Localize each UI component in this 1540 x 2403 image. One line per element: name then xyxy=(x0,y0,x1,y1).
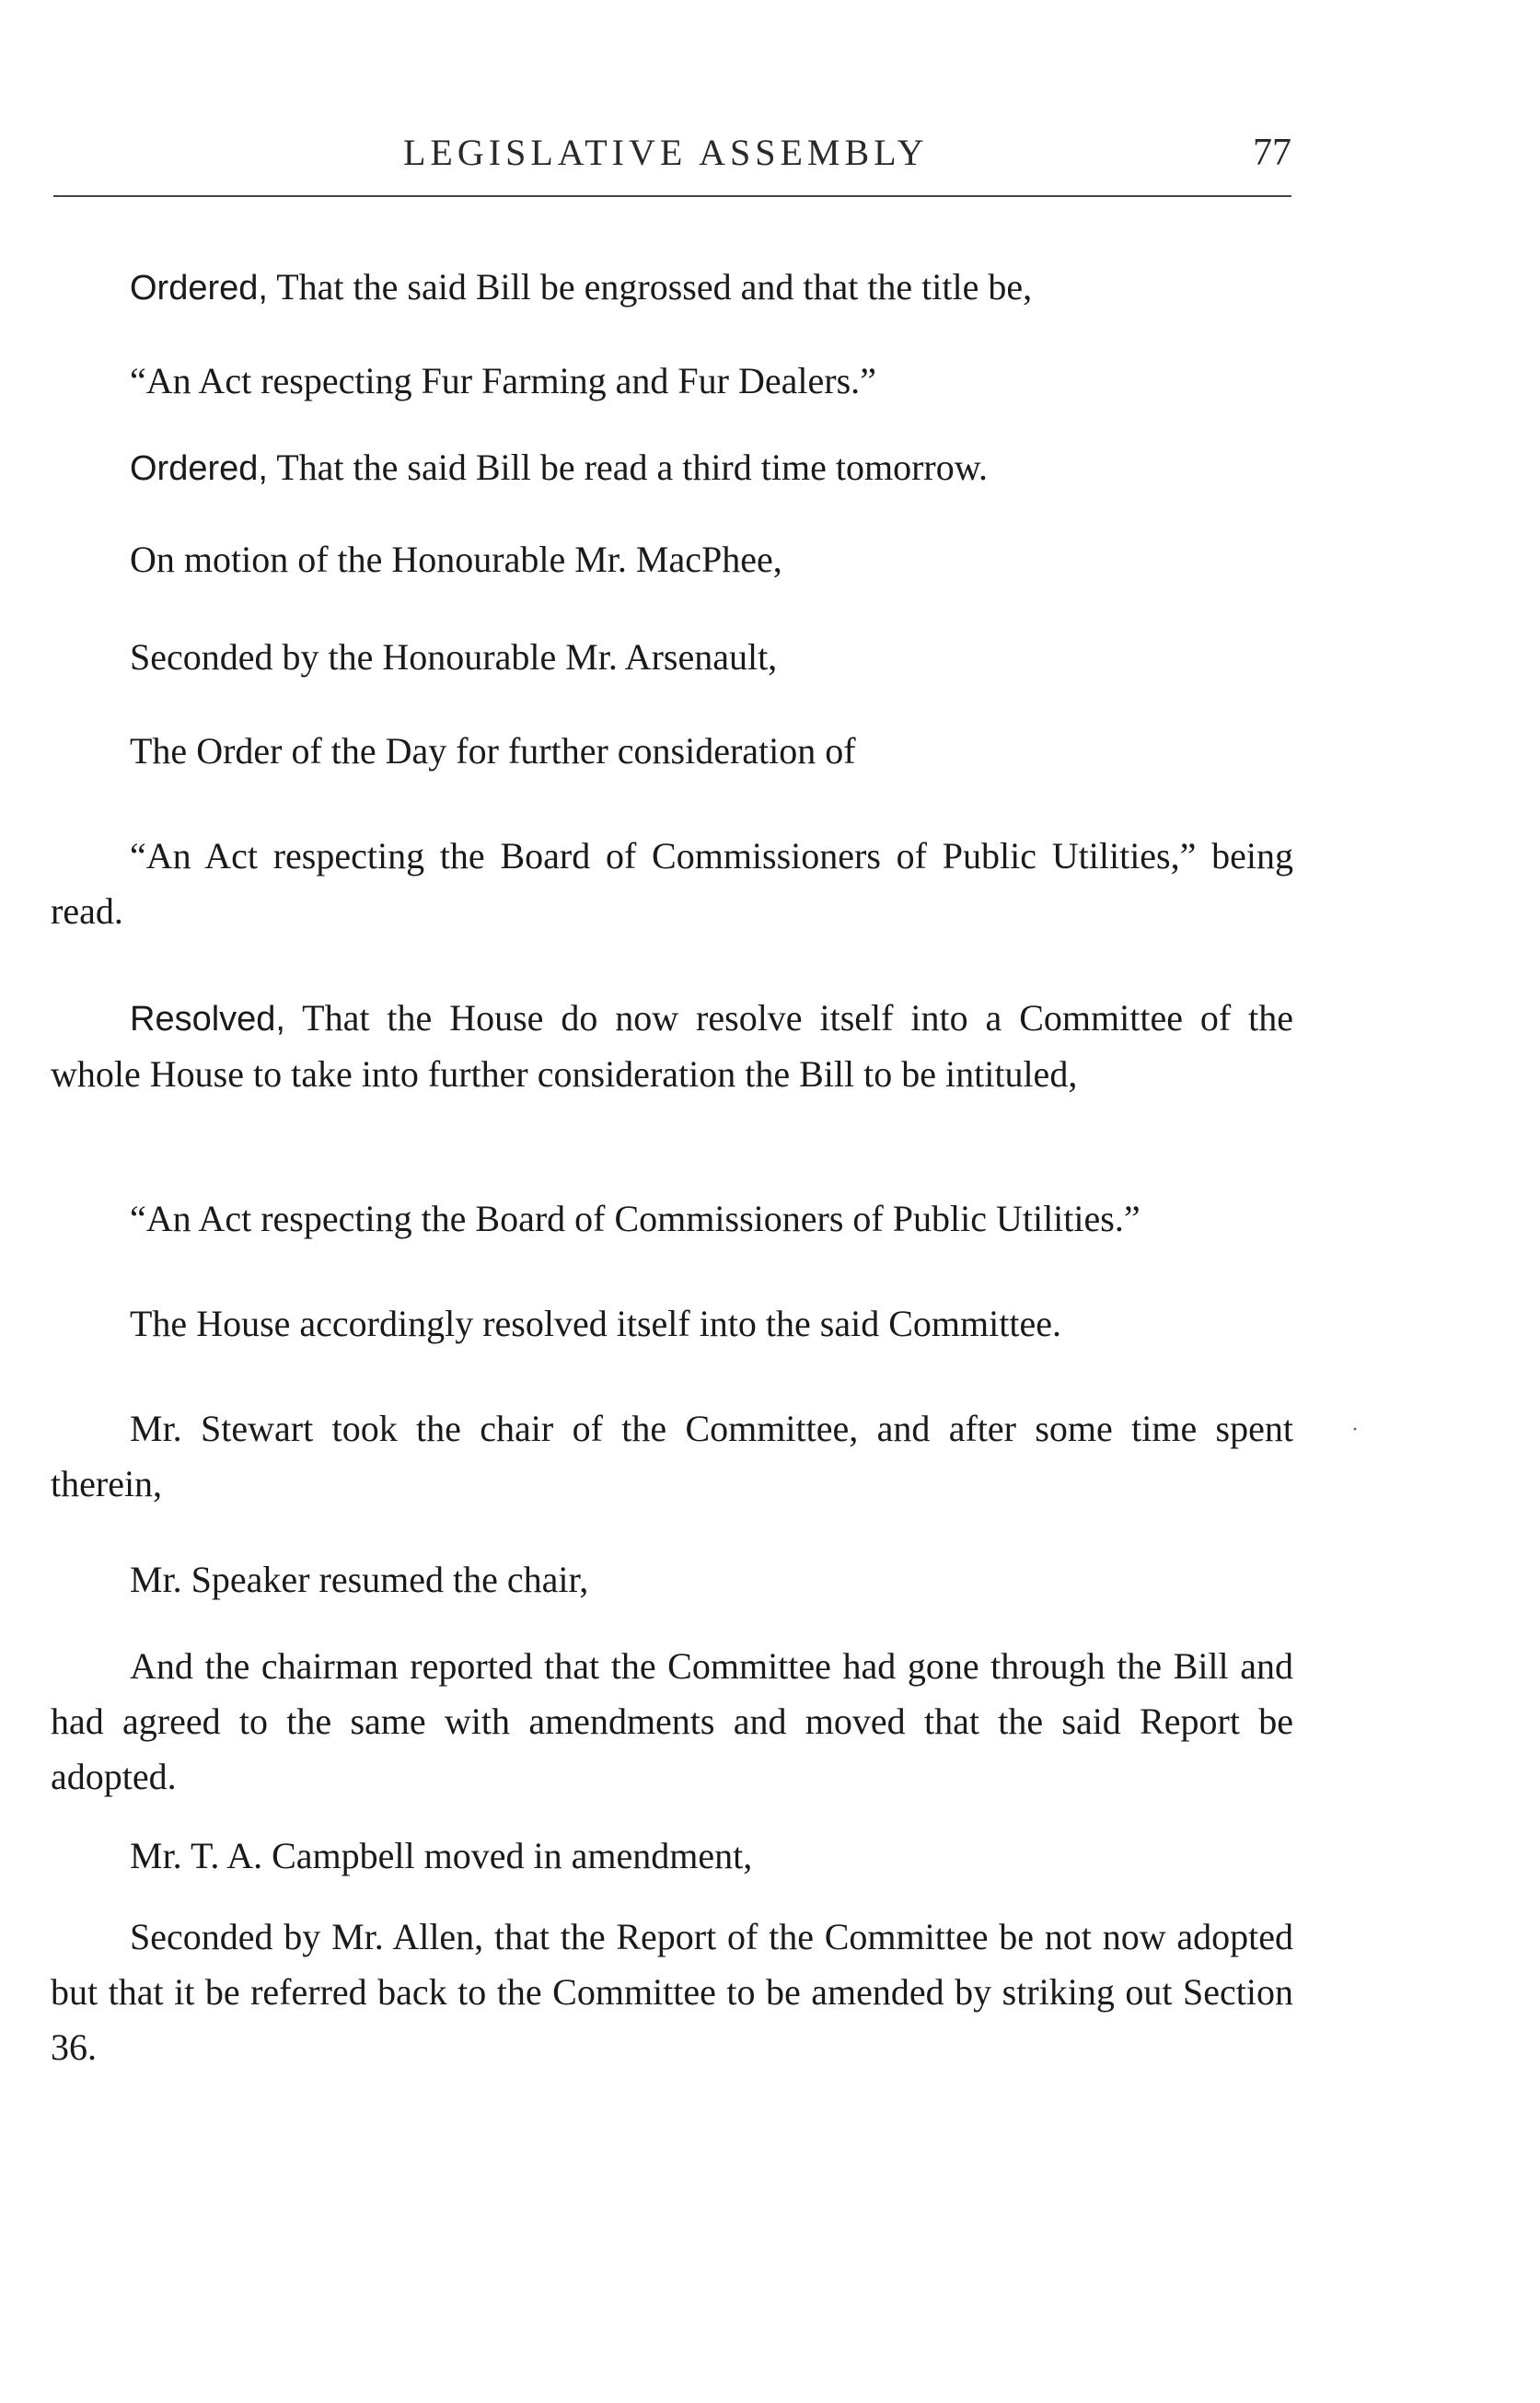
paragraph-text: Mr. Stewart took the chair of the Committee, and after some time spent therein, xyxy=(51,1408,1293,1504)
paragraph-text: “An Act respecting the Board of Commissioners of Public Utilities,” being read. xyxy=(51,835,1293,932)
paragraph-text: That the said Bill be engrossed and that the title be, xyxy=(267,266,1033,308)
header-rule xyxy=(53,195,1291,197)
paragraph-act-title-utilities-2 xyxy=(51,1191,1293,1247)
paragraph-text: The House accordingly resolved itself into the said Committee. xyxy=(130,1303,1061,1344)
paragraph-act-title-fur xyxy=(51,354,1293,409)
paragraph-speaker-resumed xyxy=(51,1552,1293,1608)
paragraph-text: Mr. T. A. Campbell moved in amendment, xyxy=(130,1835,753,1876)
paragraph-stewart-chair xyxy=(51,1401,1293,1512)
paragraph-lead: Ordered, xyxy=(130,449,268,488)
paragraph-text: Seconded by Mr. Allen, that the Report of the Committee be not now adopted but that it be referred back to the Committee to be amended by striking out Section 36. xyxy=(51,1916,1293,2068)
paragraph-lead: Ordered, xyxy=(130,269,268,308)
paragraph-text: The Order of the Day for further consideration of xyxy=(130,730,856,772)
paragraph-motion xyxy=(51,532,1293,587)
paragraph-text: And the chairman reported that the Committee had gone through the Bill and had agreed to the same with amendments and moved that the said Report be adopted. xyxy=(51,1645,1293,1797)
paragraph-seconded xyxy=(51,630,1293,685)
paragraph-ordered-third-reading xyxy=(51,440,1293,496)
paragraph-chairman-reported xyxy=(51,1639,1293,1805)
paragraph-text: That the House do now resolve itself into a Committee of the whole House to take into further consideration the Bill to be intituled, xyxy=(51,997,1293,1095)
paragraph-text: That the said Bill be read a third time tomorrow. xyxy=(267,447,988,488)
paragraph-campbell-amendment xyxy=(51,1828,1293,1884)
paragraph-house-resolved xyxy=(51,1296,1293,1352)
paragraph-lead: Resolved, xyxy=(130,1000,285,1039)
paragraph-act-title-utilities xyxy=(51,829,1293,939)
paragraph-text: “An Act respecting the Board of Commissioners of Public Utilities.” xyxy=(130,1198,1141,1239)
paragraph-text: “An Act respecting Fur Farming and Fur Dealers.” xyxy=(130,360,876,401)
paragraph-order-of-day xyxy=(51,724,1293,779)
paragraph-resolved xyxy=(51,991,1293,1102)
paragraph-text: On motion of the Honourable Mr. MacPhee, xyxy=(130,539,782,580)
paragraph-allen-seconded xyxy=(51,1910,1293,2075)
paragraph-ordered-engrossed xyxy=(51,260,1293,316)
paragraph-text: Mr. Speaker resumed the chair, xyxy=(130,1559,589,1600)
running-title: LEGISLATIVE ASSEMBLY xyxy=(403,132,929,173)
page-header xyxy=(53,122,1291,195)
paragraph-text: Seconded by the Honourable Mr. Arsenault, xyxy=(130,636,778,678)
scan-speck: · xyxy=(1351,1418,1359,1442)
page-number: 77 xyxy=(1253,132,1291,174)
